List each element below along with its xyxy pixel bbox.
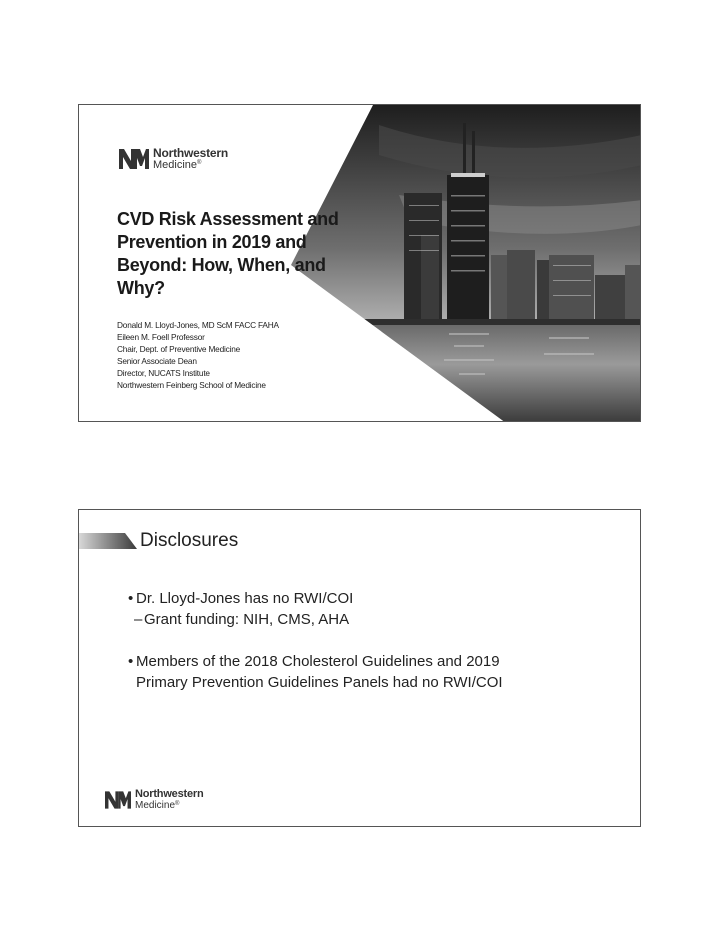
logo-line-medicine: Medicine®	[135, 800, 180, 811]
credit-line: Northwestern Feinberg School of Medicine	[117, 380, 266, 390]
credit-line: Senior Associate Dean	[117, 356, 197, 366]
bullet-text: Dr. Lloyd-Jones has no RWI/COI	[136, 590, 354, 607]
nm-monogram-icon	[119, 149, 149, 169]
header-accent-bar	[79, 533, 137, 549]
credit-line: Donald M. Lloyd-Jones, MD ScM FACC FAHA	[117, 320, 279, 330]
credit-line: Director, NUCATS Institute	[117, 368, 210, 378]
northwestern-medicine-logo	[119, 147, 228, 171]
title-slide	[78, 104, 641, 422]
northwestern-medicine-logo	[105, 789, 204, 811]
bullet-dot-icon: •	[128, 653, 134, 670]
sub-bullet-item	[128, 609, 503, 630]
logo-line-northwestern: Northwestern	[135, 788, 204, 800]
logo-line-medicine: Medicine®	[153, 159, 202, 171]
logo-wordmark	[135, 789, 204, 811]
bullet-text: Members of the 2018 Cholesterol Guidelines and 2019	[136, 653, 500, 670]
nm-monogram-icon	[105, 791, 131, 809]
presentation-title: CVD Risk Assessment and Prevention in 2019 and Beyond: How, When, and Why?	[117, 209, 339, 298]
bullet-item	[128, 651, 503, 672]
credit-line: Eileen M. Foell Professor	[117, 332, 205, 342]
presenter-credits	[117, 319, 279, 391]
credit-line: Chair, Dept. of Preventive Medicine	[117, 344, 241, 354]
bullet-dot-icon: •	[128, 590, 134, 607]
dash-icon: –	[134, 611, 143, 628]
sub-bullet-text: Grant funding: NIH, CMS, AHA	[144, 611, 350, 628]
logo-wordmark	[153, 147, 228, 171]
slide-heading: Disclosures	[140, 530, 239, 551]
bullet-item	[128, 588, 503, 609]
bullet-list	[128, 588, 503, 693]
logo-line-northwestern: Northwestern	[153, 146, 228, 160]
bullet-text-continued: Primary Prevention Guidelines Panels had no RWI/COI	[136, 674, 503, 691]
disclosures-slide	[78, 509, 641, 827]
